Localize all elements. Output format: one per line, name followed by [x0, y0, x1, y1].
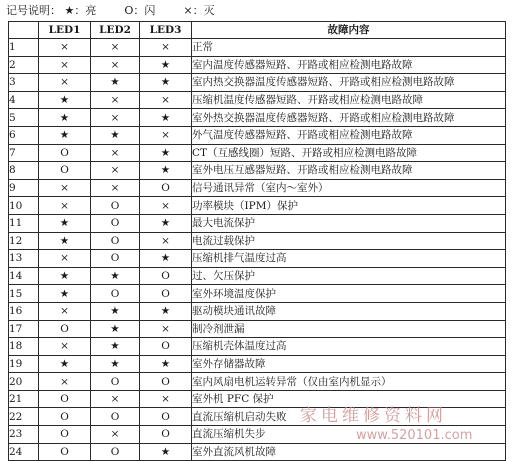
led1-state: O: [39, 443, 91, 461]
fault-description: 室外电压互感器短路、开路或相应检测电路故障: [192, 162, 506, 180]
fault-description: 驱动模块通讯故障: [192, 302, 506, 320]
led2-state: ★: [91, 126, 140, 144]
table-row: [9, 39, 506, 57]
table-row: [9, 355, 506, 373]
led1-state: O: [39, 408, 91, 426]
watermark-logo: 家电维修资料网: [300, 406, 447, 426]
led3-state: ×: [140, 126, 192, 144]
led3-state: O: [140, 408, 192, 426]
led3-state: O: [140, 373, 192, 391]
led3-state: O: [140, 285, 192, 303]
row-number: 15: [9, 285, 39, 303]
led2-state: ×: [91, 91, 140, 109]
led2-state: O: [91, 214, 140, 232]
led1-state: ×: [39, 179, 91, 197]
star-icon: ★: [64, 4, 75, 17]
led2-state: ★: [91, 355, 140, 373]
table-row: [9, 232, 506, 250]
row-number: 13: [9, 250, 39, 268]
led1-state: ×: [39, 197, 91, 215]
row-number: 21: [9, 390, 39, 408]
fault-description: 压缩机温度传感器短路、开路或相应检测电路故障: [192, 91, 506, 109]
header-led3: LED3: [140, 22, 192, 39]
led1-state: ★: [39, 126, 91, 144]
led1-state: ×: [39, 302, 91, 320]
led1-state: ×: [39, 56, 91, 74]
led3-state: ★: [140, 443, 192, 461]
fault-description: 直流压缩机失步: [192, 426, 506, 444]
led3-state: ★: [140, 355, 192, 373]
row-number: 22: [9, 408, 39, 426]
led3-state: ★: [140, 302, 192, 320]
led2-state: ★: [91, 320, 140, 338]
fault-description: 压缩机排气温度过高: [192, 250, 506, 268]
fault-description: 室内温度传感器短路、开路或相应检测电路故障: [192, 56, 506, 74]
led1-state: O: [39, 390, 91, 408]
led1-state: O: [39, 426, 91, 444]
led1-state: ★: [39, 91, 91, 109]
header-no: [9, 22, 39, 39]
led3-state: O: [140, 426, 192, 444]
fault-code-table: [8, 21, 506, 461]
fault-description: 室外热交换器温度传感器短路、开路或相应检测电路故障: [192, 109, 506, 127]
led3-state: ★: [140, 56, 192, 74]
legend: [6, 3, 215, 18]
led2-state: O: [91, 285, 140, 303]
table-row: [9, 56, 506, 74]
fault-description: 室外直流风机故障: [192, 443, 506, 461]
led3-state: ×: [140, 232, 192, 250]
circle-icon: O: [124, 4, 134, 17]
led2-state: ×: [91, 39, 140, 57]
led1-state: ★: [39, 285, 91, 303]
led2-state: O: [91, 373, 140, 391]
led3-state: ★: [140, 144, 192, 162]
led1-state: ×: [39, 373, 91, 391]
row-number: 10: [9, 197, 39, 215]
led1-state: ×: [39, 39, 91, 57]
table-row: [9, 144, 506, 162]
led1-state: ×: [39, 250, 91, 268]
row-number: 6: [9, 126, 39, 144]
row-number: 9: [9, 179, 39, 197]
row-number: 20: [9, 373, 39, 391]
led3-state: ★: [140, 214, 192, 232]
legend-prefix: 记号说明：: [6, 4, 61, 17]
led3-state: O: [140, 267, 192, 285]
fault-description: 室内热交换器温度传感器短路、开路或相应检测电路故障: [192, 74, 506, 92]
fault-description: 室外机 PFC 保护: [192, 390, 506, 408]
row-number: 18: [9, 338, 39, 356]
table-header-row: [9, 22, 506, 39]
table-row: [9, 74, 506, 92]
led2-state: O: [91, 197, 140, 215]
row-number: 19: [9, 355, 39, 373]
led1-state: ×: [39, 74, 91, 92]
header-led2: LED2: [91, 22, 140, 39]
table-row: [9, 320, 506, 338]
row-number: 14: [9, 267, 39, 285]
led1-state: ★: [39, 355, 91, 373]
table-row: [9, 91, 506, 109]
fault-description: 最大电流保护: [192, 214, 506, 232]
row-number: 1: [9, 39, 39, 57]
led3-state: ★: [140, 74, 192, 92]
led1-state: ×: [39, 338, 91, 356]
cross-icon: ×: [183, 4, 193, 17]
fault-description: CT（互感线圈）短路、开路或相应检测电路故障: [192, 144, 506, 162]
led2-state: ×: [91, 390, 140, 408]
header-fault-content: 故障内容: [192, 22, 506, 39]
legend-off-label: ：灭: [192, 4, 215, 17]
led2-state: ★: [91, 74, 140, 92]
table-row: [9, 285, 506, 303]
row-number: 8: [9, 162, 39, 180]
row-number: 3: [9, 74, 39, 92]
fault-description: 功率模块（IPM）保护: [192, 197, 506, 215]
led3-state: ★: [140, 109, 192, 127]
led2-state: O: [91, 408, 140, 426]
fault-description: 室外存储器故障: [192, 355, 506, 373]
led3-state: O: [140, 179, 192, 197]
fault-description: 直流压缩机启动失败: [192, 408, 506, 426]
row-number: 7: [9, 144, 39, 162]
row-number: 5: [9, 109, 39, 127]
led2-state: ×: [91, 426, 140, 444]
led3-state: ★: [140, 250, 192, 268]
row-number: 12: [9, 232, 39, 250]
table-row: [9, 302, 506, 320]
table-row: [9, 214, 506, 232]
led1-state: ★: [39, 109, 91, 127]
table-row: [9, 197, 506, 215]
row-number: 23: [9, 426, 39, 444]
led3-state: ×: [140, 91, 192, 109]
led1-state: O: [39, 320, 91, 338]
watermark-url: www.520101.com: [356, 428, 473, 443]
led2-state: ★: [91, 267, 140, 285]
legend-on-label: ：亮: [74, 4, 97, 17]
led2-state: ×: [91, 109, 140, 127]
led2-state: O: [91, 250, 140, 268]
row-number: 4: [9, 91, 39, 109]
led1-state: ★: [39, 232, 91, 250]
led1-state: O: [39, 162, 91, 180]
led2-state: ×: [91, 179, 140, 197]
header-led1: LED1: [39, 22, 91, 39]
row-number: 16: [9, 302, 39, 320]
fault-description: 正常: [192, 39, 506, 57]
row-number: 11: [9, 214, 39, 232]
table-row: [9, 267, 506, 285]
led2-state: ×: [91, 144, 140, 162]
table-row: [9, 162, 506, 180]
fault-description: 制冷剂泄漏: [192, 320, 506, 338]
table-row: [9, 443, 506, 461]
led1-state: ★: [39, 267, 91, 285]
led2-state: O: [91, 443, 140, 461]
led3-state: ×: [140, 197, 192, 215]
table-row: [9, 373, 506, 391]
led3-state: O: [140, 338, 192, 356]
table-row: [9, 179, 506, 197]
fault-description: 压缩机壳体温度过高: [192, 338, 506, 356]
row-number: 17: [9, 320, 39, 338]
fault-description: 外气温度传感器短路、开路或相应检测电路故障: [192, 126, 506, 144]
fault-description: 电流过载保护: [192, 232, 506, 250]
fault-description: 过、欠压保护: [192, 267, 506, 285]
led3-state: ×: [140, 39, 192, 57]
led2-state: ★: [91, 338, 140, 356]
fault-description: 信号通讯异常（室内～室外）: [192, 179, 506, 197]
led3-state: ×: [140, 320, 192, 338]
row-number: 24: [9, 443, 39, 461]
fault-description: 室内风扇电机运转异常（仅由室内机显示）: [192, 373, 506, 391]
led2-state: O: [91, 232, 140, 250]
legend-flash-label: ：闪: [133, 4, 156, 17]
led1-state: O: [39, 144, 91, 162]
table-row: [9, 338, 506, 356]
row-number: 2: [9, 56, 39, 74]
led2-state: ★: [91, 302, 140, 320]
led3-state: ★: [140, 162, 192, 180]
table-row: [9, 109, 506, 127]
led2-state: ×: [91, 56, 140, 74]
led3-state: ×: [140, 390, 192, 408]
fault-description: 室外环境温度保护: [192, 285, 506, 303]
led2-state: ×: [91, 162, 140, 180]
led1-state: ★: [39, 214, 91, 232]
table-row: [9, 126, 506, 144]
table-row: [9, 250, 506, 268]
